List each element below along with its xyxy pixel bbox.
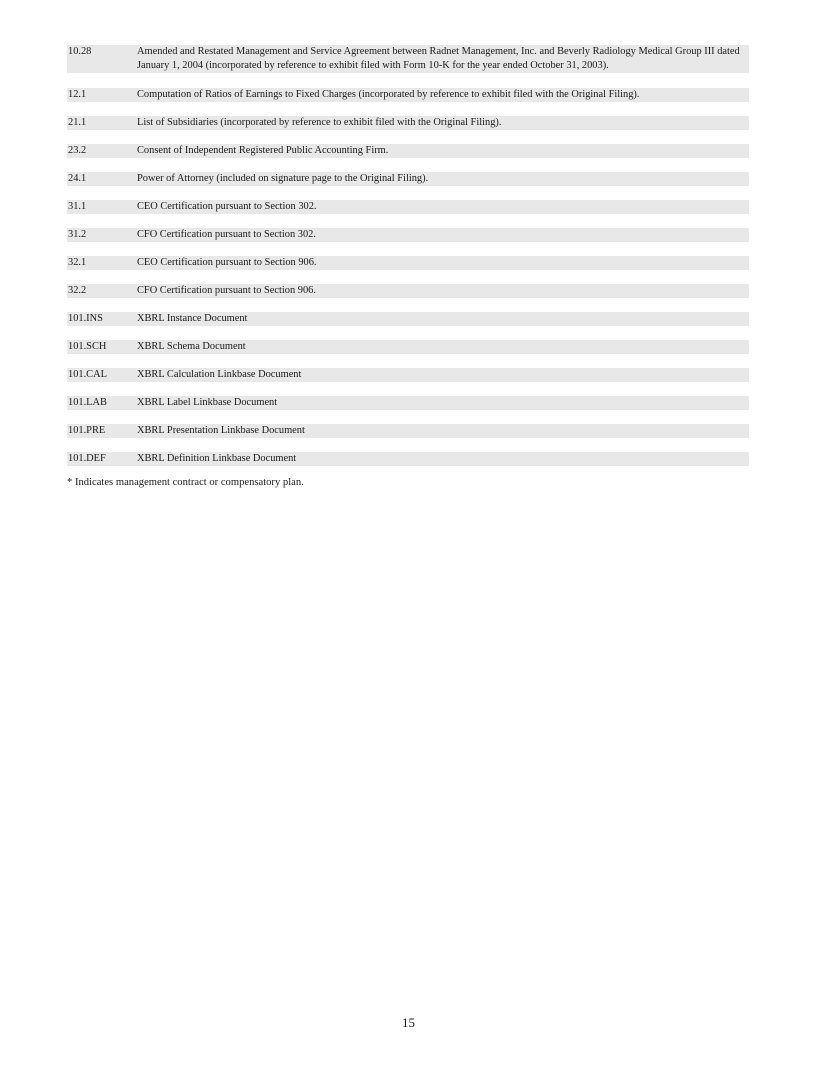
exhibit-description: CFO Certification pursuant to Section 302.: [137, 229, 316, 240]
exhibit-row: [67, 368, 749, 382]
exhibit-row: [67, 256, 749, 270]
exhibit-row: [67, 45, 749, 73]
exhibit-row: [67, 452, 749, 466]
exhibit-row: [67, 312, 749, 326]
exhibit-row: [67, 144, 749, 158]
exhibit-number: 21.1: [68, 117, 87, 128]
page-number: 15: [402, 1015, 415, 1030]
exhibit-description: Consent of Independent Registered Public Accounting Firm.: [137, 145, 389, 156]
exhibit-description: XBRL Definition Linkbase Document: [137, 453, 297, 464]
exhibit-row: [67, 88, 749, 102]
exhibit-row: [67, 228, 749, 242]
exhibit-number: 23.2: [68, 145, 87, 156]
exhibit-description: XBRL Presentation Linkbase Document: [137, 425, 305, 436]
exhibit-description: Power of Attorney (included on signature page to the Original Filing).: [137, 173, 429, 184]
exhibit-row: [67, 284, 749, 298]
exhibit-description: CFO Certification pursuant to Section 906.: [137, 285, 316, 296]
exhibit-number: 12.1: [68, 89, 87, 100]
exhibit-number: 101.DEF: [68, 453, 106, 464]
exhibit-description: XBRL Schema Document: [137, 341, 246, 352]
exhibit-number: 10.28: [68, 46, 92, 57]
exhibit-row: [67, 116, 749, 130]
exhibit-description: XBRL Calculation Linkbase Document: [137, 369, 302, 380]
exhibit-row: [67, 340, 749, 354]
exhibit-number: 24.1: [68, 173, 87, 184]
exhibit-description: CEO Certification pursuant to Section 302.: [137, 201, 317, 212]
exhibit-number: 32.1: [68, 257, 87, 268]
exhibit-description: Computation of Ratios of Earnings to Fixed Charges (incorporated by reference to exhibit filed with the Original Filing).: [137, 89, 640, 100]
exhibit-list: [67, 45, 749, 480]
exhibit-number: 101.INS: [68, 313, 103, 324]
exhibit-number: 101.CAL: [68, 369, 107, 380]
exhibit-number: 31.1: [68, 201, 87, 212]
exhibit-row: [67, 200, 749, 214]
exhibit-number: 101.SCH: [68, 341, 107, 352]
exhibit-description: XBRL Label Linkbase Document: [137, 397, 278, 408]
exhibit-row: [67, 396, 749, 410]
exhibit-row: [67, 172, 749, 186]
exhibit-number: 32.2: [68, 285, 87, 296]
exhibit-number: 101.LAB: [68, 397, 107, 408]
exhibit-description: List of Subsidiaries (incorporated by reference to exhibit filed with the Original Filing).: [137, 117, 502, 128]
exhibit-description: Amended and Restated Management and Service Agreement between Radnet Management, Inc. and Beverly Radiology Medical Group III dated January 1, 2004 (incorporated by reference to exhibit filed with Form 10-K for the year ended October 31, 2003).: [137, 46, 740, 71]
exhibit-number: 101.PRE: [68, 425, 106, 436]
exhibit-row: [67, 424, 749, 438]
exhibit-number: 31.2: [68, 229, 87, 240]
exhibit-description: XBRL Instance Document: [137, 313, 248, 324]
exhibit-description: CEO Certification pursuant to Section 906.: [137, 257, 317, 268]
footnote: * Indicates management contract or compensatory plan.: [67, 477, 304, 488]
